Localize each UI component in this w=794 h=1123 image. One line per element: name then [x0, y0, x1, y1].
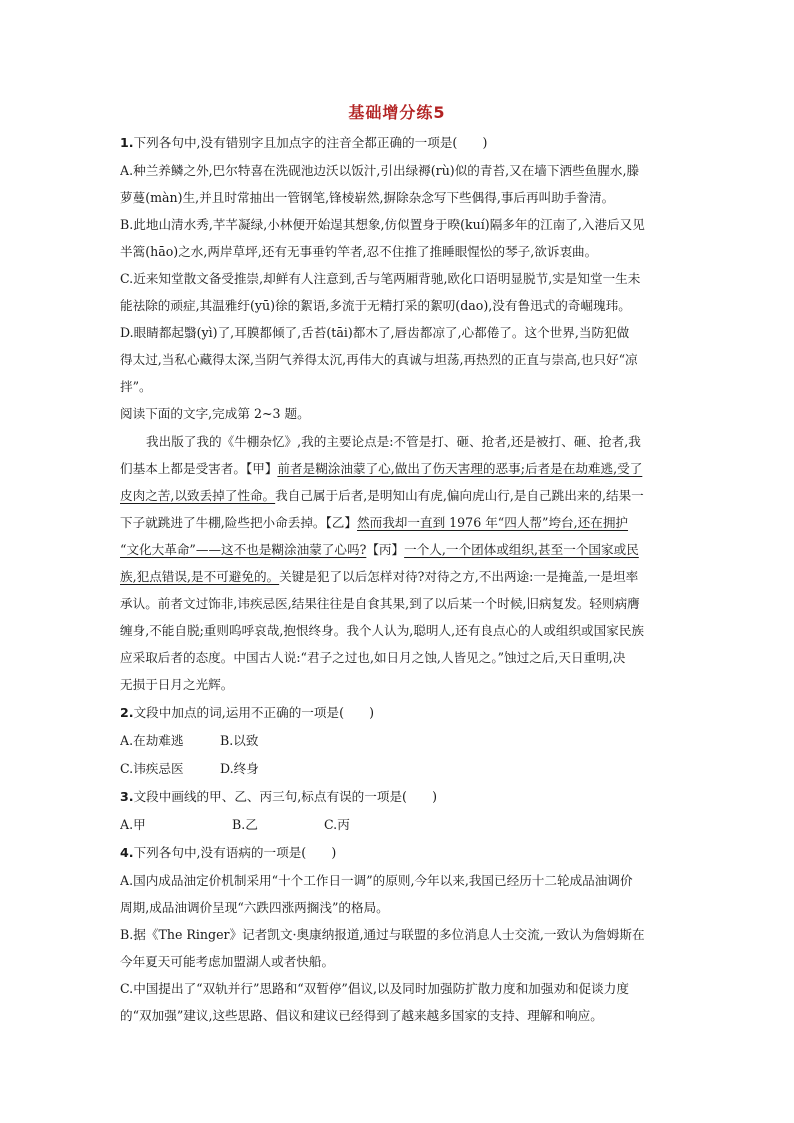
passage-line-10: 无损于日月之光辉。 — [120, 677, 234, 692]
sentence-bing-cont: 族,犯点错误,是不可避免的。 — [120, 569, 280, 584]
q1-option-c-line1: C.近来知堂散文备受推崇,却鲜有人注意到,舌与笔两厢背驰,欧化口语明显脱节,实是知堂一生未 — [120, 271, 641, 286]
q1-option-c-line2: 能祛除的顽症,其温雅纡(yū)徐的絮语,多流于无精打采的絮叨(dao),没有鲁迅式的奇崛瑰玮。 — [120, 298, 631, 313]
q1-option-d-line2: 得太过,当私心藏得太深,当阴气养得太沉,再伟大的真诚与坦荡,再热烈的正直与崇高,也只好“凉 — [120, 352, 638, 367]
passage-line-5: “文化大革命”——这不也是糊涂油蒙了心吗?【丙】一个人,一个团体或组织,甚至一个国家或民 — [120, 542, 639, 557]
q3-number: 3. — [120, 789, 134, 804]
q3-option-c: C.丙 — [324, 817, 350, 832]
passage-line-9: 应采取后者的态度。中国古人说:“君子之过也,如日月之蚀,人皆见之。”蚀过之后,天日重明,决 — [120, 650, 626, 665]
passage-line-7: 承认。前者文过饰非,讳疾忌医,结果往往是自食其果,到了以后某一个时候,旧病复发。轻则病膺 — [120, 596, 640, 611]
q2-option-c: C.讳疾忌医 — [120, 761, 184, 776]
q3-option-a: A.甲 — [120, 817, 146, 832]
q1-option-d-line3: 拌”。 — [120, 379, 152, 394]
sentence-jia-cont: 皮肉之苦,以致丢掉了性命。 — [120, 488, 276, 503]
q1-option-d-line1: D.眼睛都起翳(yì)了,耳膜都倾了,舌苔(tāi)都木了,唇齿都凉了,心都倦了。这个世界,当防犯做 — [120, 325, 630, 340]
reading-intro: 阅读下面的文字,完成第 2~3 题。 — [120, 406, 310, 421]
q2-option-b: B.以致 — [220, 733, 259, 748]
q2-options-row1 — [120, 731, 690, 753]
q3-option-b: B.乙 — [232, 817, 258, 832]
page-title: 基础增分练5 — [348, 103, 446, 122]
q1-stem: 1.下列各句中,没有错别字且加点字的注音全都正确的一项是( ) — [120, 135, 488, 150]
q4-option-b-line2: 今年夏天可能考虑加盟湖人或者快船。 — [120, 954, 335, 969]
q1-option-a-line1: A.种兰养鳞之外,巴尔特喜在洗砚池边沃以饭汁,引出绿褥(rù)似的青苔,又在墙下洒些鱼腥水,滕 — [120, 163, 640, 178]
sentence-yi: 然而我却一直到 1976 年“四人帮”垮台,还在拥护 — [357, 515, 629, 530]
q2-options-row2 — [120, 759, 690, 781]
passage-line-8: 缠身,不能自脱;重则呜呼哀哉,抱恨终身。我个人认为,聪明人,还有良点心的人或组织或国家民族 — [120, 623, 645, 638]
q4-option-b-line1: B.据《The Ringer》记者凯文·奥康纳报道,通过与联盟的多位消息人士交流,一致认为詹姆斯在 — [120, 927, 645, 942]
q3-options — [120, 815, 690, 837]
q1-option-b-line1: B.此地山清水秀,芊芊凝绿,小林便开始逞其想象,仿似置身于暌(kuí)隔多年的江南了,入港后又见 — [120, 217, 645, 232]
passage-line-2: 们基本上都是受害者。【甲】前者是糊涂油蒙了心,做出了伤天害理的恶事;后者是在劫难逃,受了 — [120, 461, 643, 476]
passage-line-3: 皮肉之苦,以致丢掉了性命。我自己属于后者,是明知山有虎,偏向虎山行,是自己跳出来的,结果一 — [120, 488, 644, 503]
q1-option-a-line2: 萝蔓(màn)生,并且时常抽出一管钢笔,锋棱崭然,摒除杂念写下些偶得,事后再叫助手誊清。 — [120, 190, 615, 205]
q2-option-a: A.在劫难逃 — [120, 733, 184, 748]
q2-number: 2. — [120, 705, 134, 720]
passage-line-1: 我出版了我的《牛棚杂忆》,我的主要论点是:不管是打、砸、抢者,还是被打、砸、抢者,我 — [146, 434, 641, 449]
q4-option-c-line2: 的“双加强”建议,这些思路、倡议和建议已经得到了越来越多国家的支持、理解和响应。 — [120, 1008, 603, 1023]
q1-option-b-line2: 半篙(hāo)之水,两岸草坪,还有无事垂钓竿者,忍不住推了推睡眼惺忪的琴子,欲诉衷曲。 — [120, 244, 598, 259]
q4-option-a-line1: A.国内成品油定价机制采用“十个工作日一调”的原则,今年以来,我国已经历十二轮成品油调价 — [120, 873, 633, 888]
q2-option-d: D.终身 — [220, 761, 259, 776]
q4-option-c-line1: C.中国提出了“双轨并行”思路和“双暂停”倡议,以及同时加强防扩散力度和加强劝和促谈力度 — [120, 981, 629, 996]
q4-option-a-line2: 周期,成品油调价呈现“六跌四涨两搁浅”的格局。 — [120, 900, 389, 915]
sentence-jia: 前者是糊涂油蒙了心,做出了伤天害理的恶事;后者是在劫难逃,受了 — [277, 461, 643, 476]
q3-stem: 3.文段中画线的甲、乙、丙三句,标点有误的一项是( ) — [120, 789, 438, 804]
q4-number: 4. — [120, 845, 134, 860]
q1-number: 1. — [120, 135, 134, 150]
sentence-bing: 一个人,一个团体或组织,甚至一个国家或民 — [404, 542, 639, 557]
sentence-yi-cont: “文化大革命”——这不也是糊涂油蒙了心吗? — [120, 542, 367, 557]
passage-line-6: 族,犯点错误,是不可避免的。关键是犯了以后怎样对待?对待之方,不出两途:一是掩盖,一是坦率 — [120, 569, 639, 584]
q2-stem: 2.文段中加点的词,运用不正确的一项是( ) — [120, 705, 375, 720]
passage-line-4: 下子就跳进了牛棚,险些把小命丢掉。【乙】然而我却一直到 1976 年“四人帮”垮台,还在拥护 — [120, 515, 629, 530]
q4-stem: 4.下列各句中,没有语病的一项是( ) — [120, 845, 337, 860]
